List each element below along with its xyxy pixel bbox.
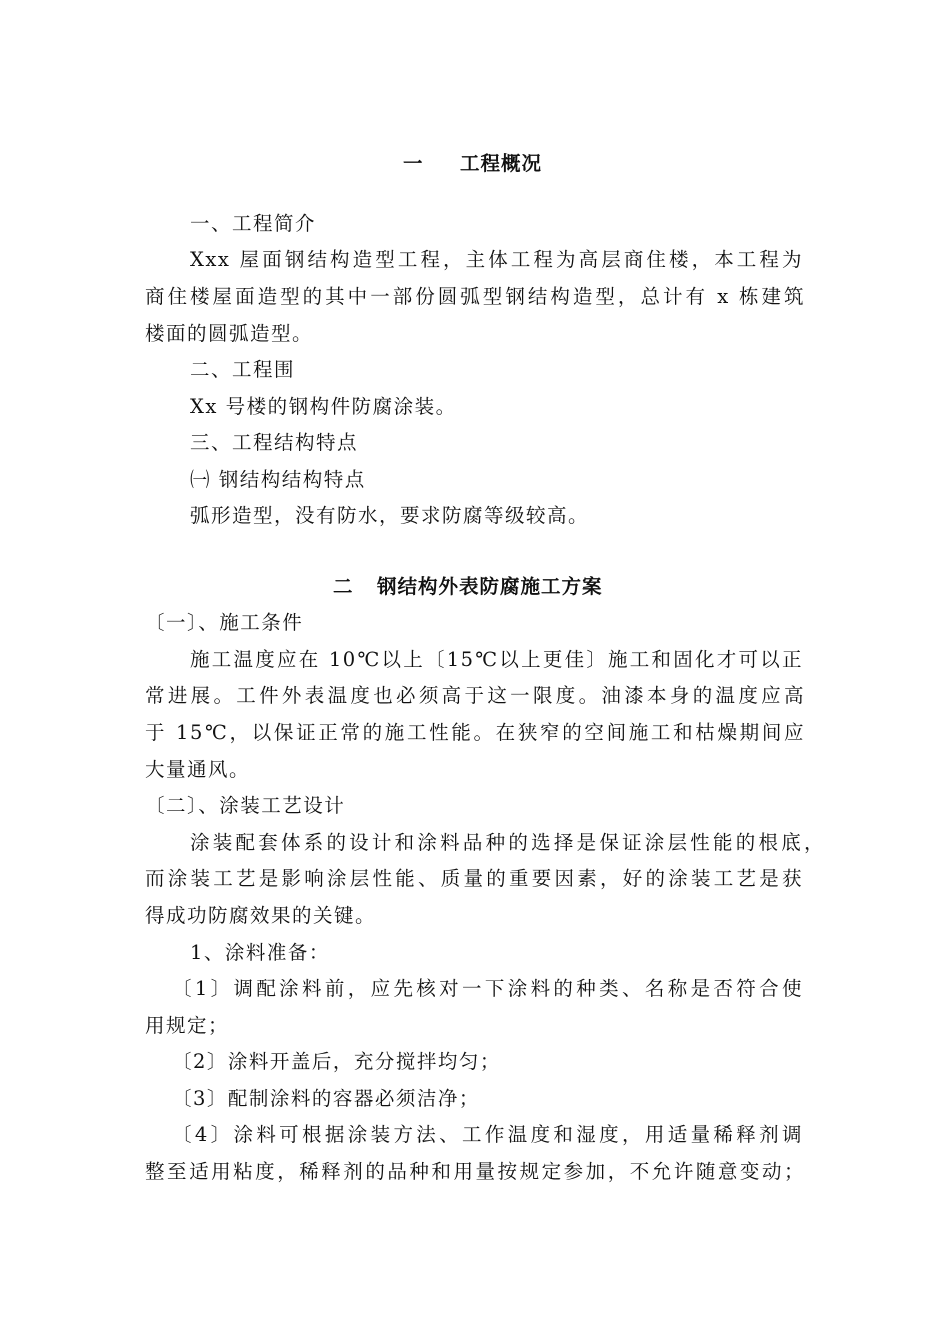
subsection-title: ㈠ 钢结构结构特点 [190, 468, 366, 491]
paragraph-line: 商住楼屋面造型的其中一部份圆弧型钢结构造型，总计有 x 栋建筑 [145, 285, 805, 308]
list-item-line: 〔4〕涂料可根据涂装方法、工作温度和湿度，用适量稀释剂调 [172, 1123, 803, 1146]
paragraph-line: 楼面的圆弧造型。 [145, 322, 314, 345]
list-item-line: 用规定； [145, 1014, 230, 1037]
part-title: 〔一〕、施工条件 [145, 611, 304, 634]
chapter-number: 一 [403, 152, 424, 175]
paragraph-line: 大量通风。 [145, 758, 251, 781]
chapter-title: 工程概况 [460, 152, 543, 175]
list-item-line: 〔2〕涂料开盖后，充分搅拌均匀； [172, 1050, 501, 1073]
section-title: 三、工程结构特点 [190, 431, 359, 454]
paragraph-line: 涂装配套体系的设计和涂料品种的选择是保证涂层性能的根底， [190, 831, 825, 854]
paragraph-line: 施工温度应在 10℃以上〔15℃以上更佳〕施工和固化才可以正 [190, 648, 803, 671]
list-item-line: 〔3〕配制涂料的容器必须洁净； [172, 1087, 480, 1110]
chapter-number: 二 [333, 575, 354, 598]
paragraph-line: Xxx 屋面钢结构造型工程，主体工程为高层商住楼，本工程为 [190, 248, 803, 271]
paragraph-line: 常进展。工件外表温度也必须高于这一限度。油漆本身的温度应高 [145, 684, 805, 707]
paragraph-line: 而涂装工艺是影响涂层性能、质量的重要因素，好的涂装工艺是获 [145, 867, 803, 890]
paragraph-line: 得成功防腐效果的关键。 [145, 904, 377, 927]
chapter-title: 钢结构外表防腐施工方案 [377, 575, 603, 598]
list-item-line: 〔1〕调配涂料前，应先核对一下涂料的种类、名称是否符合使 [172, 977, 803, 1000]
paragraph-line: Xx 号楼的钢构件防腐涂装。 [190, 395, 457, 418]
part-title: 〔二〕、涂装工艺设计 [145, 794, 346, 817]
step-title: 1、涂料准备： [190, 941, 330, 964]
paragraph-line: 弧形造型，没有防水，要求防腐等级较高。 [190, 504, 590, 527]
list-item-line: 整至适用粘度，稀释剂的品种和用量按规定参加，不允许随意变动； [145, 1160, 805, 1183]
section-title: 一、工程简介 [190, 212, 317, 235]
paragraph-line: 于 15℃，以保证正常的施工性能。在狭窄的空间施工和枯燥期间应 [145, 721, 805, 744]
section-title: 二、工程围 [190, 358, 296, 381]
